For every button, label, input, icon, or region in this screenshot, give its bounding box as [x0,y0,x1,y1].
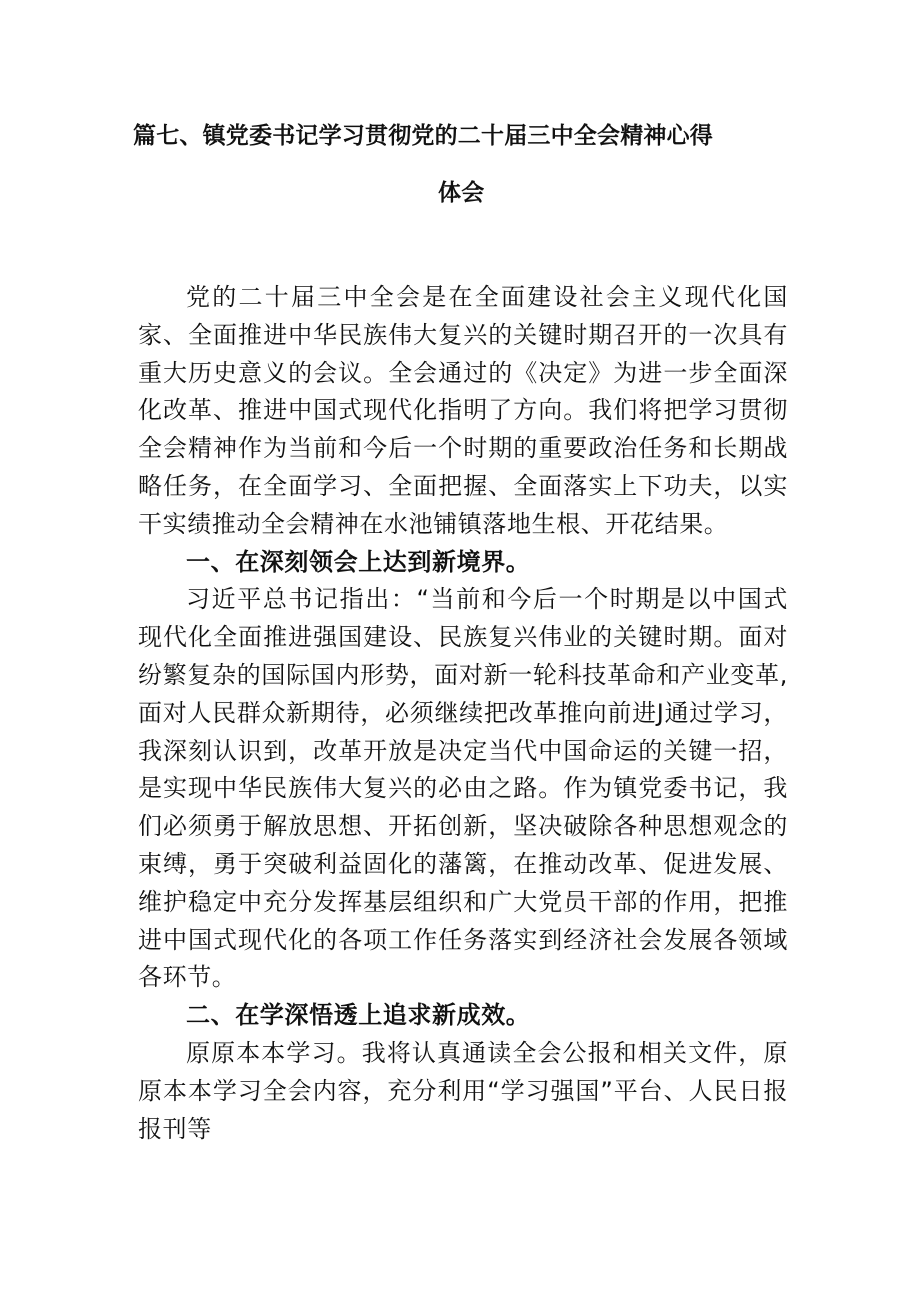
document-body [138,279,788,1148]
paragraph-section-2: 原原本本学习。我将认真通读全会公报和相关文件，原原本本学习全会内容，充分利用“学习强国”平台、人民日报报刊等 [138,1038,788,1143]
document-title-line-1: 篇七、镇党委书记学习贯彻党的二十届三中全会精神心得 [133,123,713,149]
section-heading-2: 二、在学深悟透上追求新成效。 [186,1001,531,1030]
document-title-line-2: 体会 [438,180,485,206]
paragraph-section-1: 习近平总书记指出：“当前和今后一个时期是以中国式现代化全面推进强国建设、民族复兴伟业的关键时期。面对纷繁复杂的国际国内形势，面对新一轮科技革命和产业变革,面对人民群众新期待，必须继续把改革推向前进J通过学习，我深刻认识到，改革开放是决定当代中国命运的关键一招，是实现中华民族伟大复兴的必由之路。作为镇党委书记，我们必须勇于解放思想、开拓创新，坚决破除各种思想观念的束缚，勇于突破利益固化的藩篱，在推动改革、促进发展、维护稳定中充分发挥基层组织和广大党员干部的作用，把推进中国式现代化的各项工作任务落实到经济社会发展各领域各环节。 [138,585,788,992]
section-heading-1: 一、在深刻领会上达到新境界。 [186,547,531,576]
paragraph-intro: 党的二十届三中全会是在全面建设社会主义现代化国家、全面推进中华民族伟大复兴的关键时期召开的一次具有重大历史意义的会议。全会通过的《决定》为进一步全面深化改革、推进中国式现代化指明了方向。我们将把学习贯彻全会精神作为当前和今后一个时期的重要政治任务和长期战略任务，在全面学习、全面把握、全面落实上下功夫，以实干实绩推动全会精神在水池铺镇落地生根、开花结果。 [138,283,788,538]
